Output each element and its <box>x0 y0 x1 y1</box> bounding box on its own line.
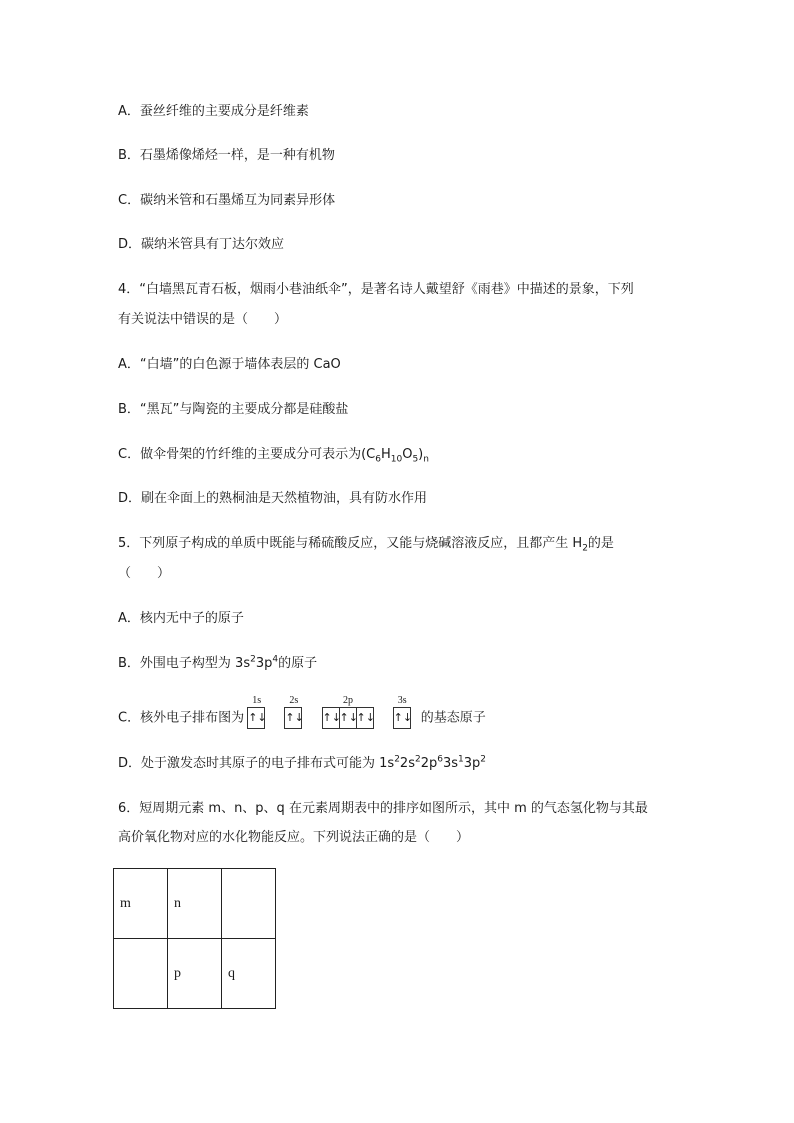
table-row <box>114 869 276 939</box>
q4-option-a: A．“白墙”的白色源于墙体表层的 CaO <box>118 357 341 372</box>
q5-stem-suffix: 的是 <box>587 536 614 551</box>
orbital-cell: ↑↓ <box>284 707 302 729</box>
orbital-cell: ↑↓ <box>339 707 357 729</box>
q5-stem-sub: 2 <box>582 543 588 554</box>
q4-c-mid1: H <box>380 447 391 462</box>
q5-d-sup2: 2 <box>414 754 421 765</box>
q5-b-prefix: B．外围电子构型为 3s <box>118 656 251 671</box>
table-cell <box>222 869 276 939</box>
orbital-label: 2p <box>343 695 353 706</box>
q5-d-sup4: 1 <box>458 754 464 765</box>
q6-stem-line1: 6．短周期元素 m、n、p、q 在元素周期表中的排序如图所示，其中 m 的气态氢化物与其最 <box>118 801 648 816</box>
q5-c-suffix: 的基态原子 <box>420 710 486 726</box>
orbital-2s <box>285 695 304 729</box>
table-cell: q <box>222 939 276 1009</box>
q3-option-b: B．石墨烯像烯烃一样，是一种有机物 <box>118 148 335 163</box>
q3-option-a: A．蚕丝纤维的主要成分是纤维素 <box>118 104 309 119</box>
orbital-cell: ↑↓ <box>247 707 265 729</box>
orbital-label: 2s <box>289 695 299 706</box>
orbital-cell: ↑↓ <box>356 707 374 729</box>
q4-c-sub1: 6 <box>375 454 381 465</box>
q5-c-prefix: C．核外电子排布图为 <box>118 710 245 726</box>
q5-d-t2: 2p <box>420 756 438 771</box>
q4-option-d: D．刷在伞面上的熟桐油是天然植物油，具有防水作用 <box>118 491 428 506</box>
q5-option-b <box>118 656 317 672</box>
orbital-3s <box>393 695 413 729</box>
q5-d-prefix: D．处于激发态时其原子的电子排布式可能为 1s <box>118 756 395 771</box>
q4-c-sub2: 10 <box>390 454 403 465</box>
q3-option-d: D．碳纳米管具有丁达尔效应 <box>118 237 285 252</box>
table-cell <box>114 939 168 1009</box>
table-cell: n <box>168 869 222 939</box>
q4-option-c <box>118 447 429 463</box>
orbital-label: 3s <box>397 695 407 706</box>
orbital-diagram <box>248 695 421 726</box>
orbital-cell: ↑↓ <box>322 707 340 729</box>
orbital-label: 1s <box>252 695 262 706</box>
q5-b-mid: 3p <box>255 656 273 671</box>
q4-c-sub3: 5 <box>412 454 419 465</box>
q5-stem-line2: （ ） <box>118 566 171 581</box>
periodic-table-fragment <box>113 868 276 1009</box>
orbital-1s <box>248 695 267 729</box>
q4-c-mid2: O <box>402 447 413 462</box>
q5-d-t4: 3p <box>463 756 481 771</box>
q4-option-b: B．“黑瓦”与陶瓷的主要成分都是硅酸盐 <box>118 402 349 417</box>
orbital-cell: ↑↓ <box>393 707 411 729</box>
q5-b-sup1: 2 <box>250 654 256 665</box>
q4-c-prefix: C．做伞骨架的竹纤维的主要成分可表示为(C <box>118 447 376 462</box>
q5-b-sup2: 4 <box>272 654 279 665</box>
orbital-2p <box>322 695 375 729</box>
q4-stem-line2: 有关说法中错误的是（ ） <box>118 312 288 327</box>
q5-b-suffix: 的原子 <box>278 656 318 671</box>
table-cell: p <box>168 939 222 1009</box>
q5-stem-prefix: 5．下列原子构成的单质中既能与稀硫酸反应，又能与烧碱溶液反应，且都产生 H <box>118 536 583 551</box>
q6-stem-line2: 高价氧化物对应的水化物能反应。下列说法正确的是（ ） <box>118 830 470 845</box>
q5-d-sup1: 2 <box>394 754 400 765</box>
q5-option-d <box>118 756 486 772</box>
q5-stem-line1 <box>118 536 614 552</box>
q5-d-sup5: 2 <box>480 754 487 765</box>
q4-stem-line1: 4．“白墙黑瓦青石板，烟雨小巷油纸伞”，是著名诗人戴望舒《雨巷》中描述的景象，下列 <box>118 282 634 297</box>
q5-d-t1: 2s <box>399 756 415 771</box>
table-row <box>114 939 276 1009</box>
q3-option-c: C．碳纳米管和石墨烯互为同素异形体 <box>118 193 336 208</box>
q5-d-sup3: 6 <box>437 754 443 765</box>
table-cell: m <box>114 869 168 939</box>
q4-c-mid3: ) <box>418 447 424 462</box>
q5-option-a: A．核内无中子的原子 <box>118 611 244 626</box>
q5-option-c <box>118 695 486 729</box>
q5-d-t3: 3s <box>442 756 459 771</box>
q4-c-sub4: n <box>423 454 429 465</box>
